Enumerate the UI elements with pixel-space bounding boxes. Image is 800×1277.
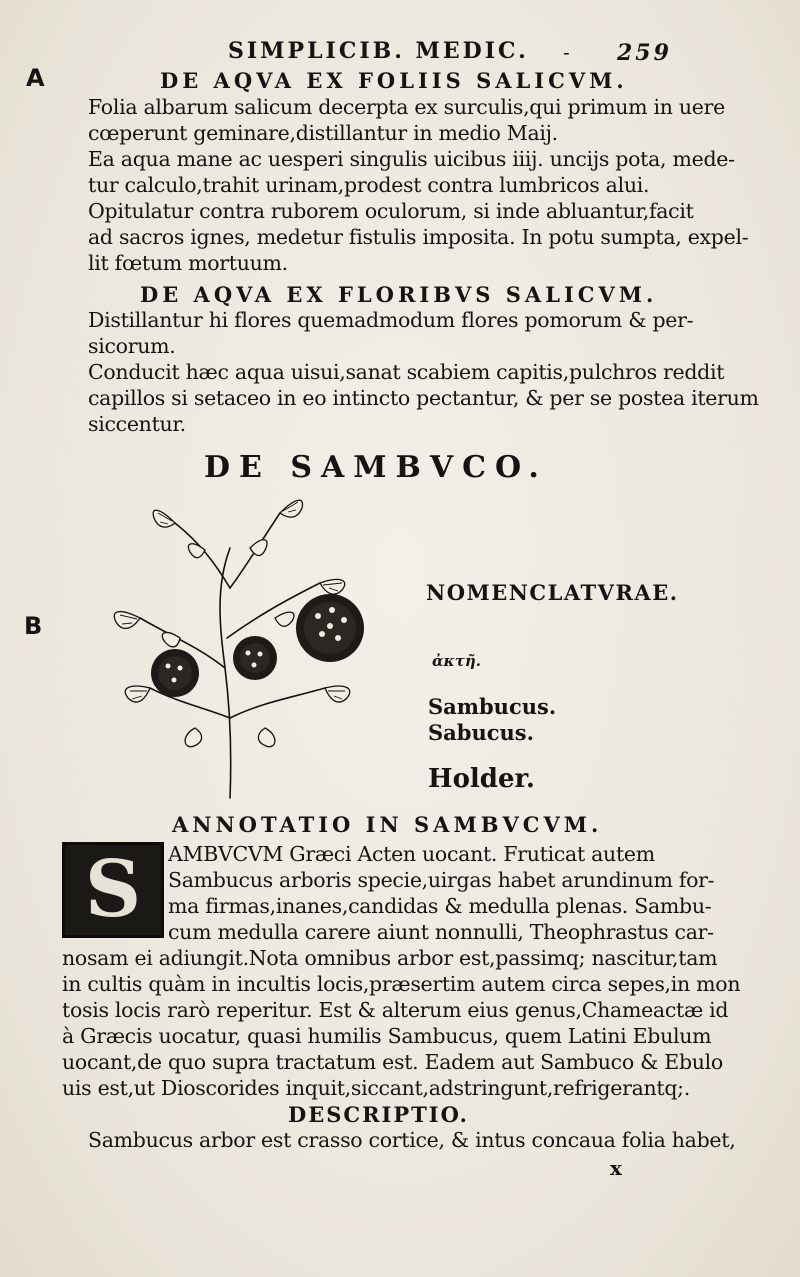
text-line: Sambucus arbor est crasso cortice, & intus concaua folia habet,: [88, 1128, 736, 1152]
text-line: uocant,de quo supra tractatum est. Eadem aut Sambuco & Ebulo: [62, 1050, 723, 1074]
german-name: Holder.: [428, 764, 535, 794]
text-line: Opitulatur contra ruborem oculorum, si inde abluantur,facit: [88, 199, 694, 223]
margin-letter-b: B: [24, 612, 43, 640]
latin-name: Sabucus.: [428, 720, 534, 745]
text-line: Distillantur hi flores quemadmodum flores pomorum & per-: [88, 308, 694, 332]
text-line: AMBVCVM Græci Acten uocant. Fruticat autem: [168, 842, 655, 866]
greek-name: ἀκτῆ.: [432, 652, 482, 670]
nomenclaturae-heading: NOMENCLATVRAE.: [426, 580, 679, 605]
text-line: cum medulla carere aiunt nonnulli, Theophrastus car-: [168, 920, 714, 944]
margin-letter-a: A: [26, 64, 45, 92]
text-line: tosis locis rarò reperitur. Est & alterum eius genus,Chameactæ id: [62, 998, 729, 1022]
text-line: Sambucus arboris specie,uirgas habet arundinum for-: [168, 868, 715, 892]
running-head-title: SIMPLICIB. MEDIC.: [228, 38, 529, 64]
text-line: siccentur.: [88, 412, 186, 436]
page-number: 259: [617, 40, 672, 66]
text-line: sicorum.: [88, 334, 176, 358]
latin-name: Sambucus.: [428, 694, 557, 719]
elder-woodcut-illustration: [80, 488, 380, 803]
initial-letter: S: [84, 844, 142, 935]
section-heading-floribus: DE AQVA EX FLORIBVS SALICVM.: [140, 282, 658, 307]
text-line: capillos si setaceo in eo intincto pectantur, & per se postea iterum: [88, 386, 759, 410]
section-heading-salicum: DE AQVA EX FOLIIS SALICVM.: [160, 68, 628, 93]
text-line: cœperunt geminare,distillantur in medio Maij.: [88, 121, 558, 145]
section-title-sambuco: DE SAMBVCO.: [204, 450, 548, 485]
text-line: Conducit hæc aqua uisui,sanat scabiem capitis,pulchros reddit: [88, 360, 725, 384]
text-line: tur calculo,trahit urinam,prodest contra lumbricos alui.: [88, 173, 650, 197]
section-heading-descriptio: DESCRIPTIO.: [288, 1102, 469, 1127]
text-line: nosam ei adiungit.Nota omnibus arbor est,passimq; nascitur,tam: [62, 946, 718, 970]
text-line: Ea aqua mane ac uesperi singulis uicibus iiij. uncijs pota, mede-: [88, 147, 735, 171]
signature-mark: x: [610, 1156, 622, 1180]
text-line: uis est,ut Dioscorides inquit,siccant,adstringunt,refrigerantq;.: [62, 1076, 690, 1100]
decorated-initial: [62, 842, 164, 938]
text-line: Folia albarum salicum decerpta ex surculis,qui primum in uere: [88, 95, 725, 119]
text-line: à Græcis uocatur, quasi humilis Sambucus, quem Latini Ebulum: [62, 1024, 712, 1048]
text-line: ma firmas,inanes,candidas & medulla plenas. Sambu-: [168, 894, 712, 918]
text-line: lit fœtum mortuum.: [88, 251, 288, 275]
section-heading-annotatio: ANNOTATIO IN SAMBVCVM.: [172, 812, 603, 837]
text-line: ad sacros ignes, medetur fistulis imposita. In potu sumpta, expel-: [88, 225, 749, 249]
running-head-dash: -: [563, 40, 570, 64]
text-line: in cultis quàm in incultis locis,præsertim autem circa sepes,in mon: [62, 972, 741, 996]
